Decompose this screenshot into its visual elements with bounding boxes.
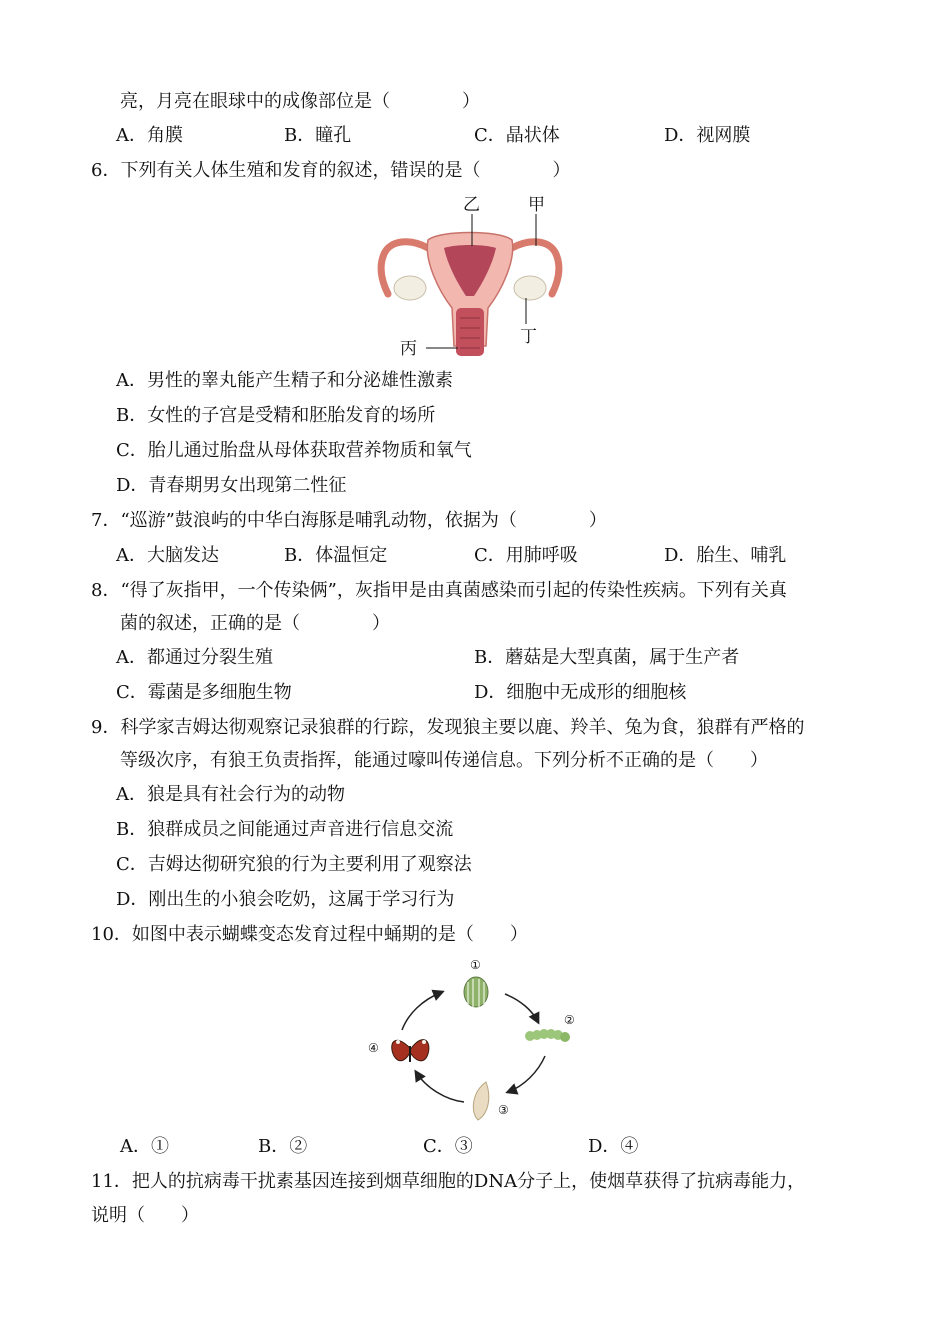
question-5-option-b[interactable]: B．瞳孔: [284, 125, 352, 146]
question-10-option-b[interactable]: B．②: [258, 1136, 308, 1157]
question-5-option-a[interactable]: A．角膜: [116, 125, 183, 146]
stage-label-1: ①: [470, 958, 481, 972]
question-8-option-b[interactable]: B．蘑菇是大型真菌，属于生产者: [474, 647, 740, 668]
question-11-stem: 11．把人的抗病毒干扰素基因连接到烟草细胞的DNA分子上，使烟草获得了抗病毒能力，: [91, 1171, 806, 1192]
question-8-stem-continued: 菌的叙述，正确的是（ ）: [120, 613, 390, 634]
question-9-option-b[interactable]: B．狼群成员之间能通过声音进行信息交流: [116, 819, 454, 840]
right-ovary: [514, 276, 546, 300]
figure-label-ding: 丁: [520, 327, 537, 347]
question-8-stem: 8．“得了灰指甲，一个传染俩”，灰指甲是由真菌感染而引起的传染性疾病。下列有关真: [91, 580, 787, 601]
question-6-stem: 6．下列有关人体生殖和发育的叙述，错误的是（ ）: [91, 160, 571, 181]
question-10-option-a[interactable]: A．①: [120, 1136, 169, 1157]
question-7-option-b[interactable]: B．体温恒定: [284, 545, 388, 566]
figure-label-bing: 丙: [400, 339, 417, 359]
figure-label-jia: 甲: [528, 195, 545, 215]
question-7-option-c[interactable]: C．用肺呼吸: [474, 545, 578, 566]
question-6-option-a[interactable]: A．男性的睾丸能产生精子和分泌雄性激素: [116, 370, 453, 391]
question-5-option-c[interactable]: C．晶状体: [474, 125, 560, 146]
question-10-option-c[interactable]: C．③: [423, 1136, 473, 1157]
question-9-option-a[interactable]: A．狼是具有社会行为的动物: [116, 784, 345, 805]
pupa-icon: [473, 1082, 488, 1120]
question-10-stem: 10．如图中表示蝴蝶变态发育过程中蛹期的是（ ）: [91, 924, 528, 945]
question-5-option-d[interactable]: D．视网膜: [664, 125, 751, 146]
question-5-continuation: 亮，月亮在眼球中的成像部位是（ ）: [120, 91, 480, 112]
stage-label-4: ④: [368, 1041, 379, 1055]
left-ovary: [394, 276, 426, 300]
caterpillar-icon: [525, 1029, 570, 1042]
question-7-option-a[interactable]: A．大脑发达: [116, 545, 219, 566]
question-9-option-d[interactable]: D．刚出生的小狼会吃奶，这属于学习行为: [116, 889, 455, 910]
butterfly-icon: [392, 1040, 429, 1062]
butterfly-life-cycle-figure: [360, 952, 590, 1127]
question-8-option-d[interactable]: D．细胞中无成形的细胞核: [474, 682, 687, 703]
question-9-stem: 9．科学家吉姆达彻观察记录狼群的行踪，发现狼主要以鹿、羚羊、兔为食，狼群有严格的: [91, 717, 805, 738]
question-8-option-a[interactable]: A．都通过分裂生殖: [116, 647, 273, 668]
stage-label-3: ③: [498, 1103, 509, 1117]
question-6-option-d[interactable]: D．青春期男女出现第二性征: [116, 475, 347, 496]
female-reproductive-system-figure: [370, 190, 570, 362]
question-7-option-d[interactable]: D．胎生、哺乳: [664, 545, 787, 566]
question-8-option-c[interactable]: C．霉菌是多细胞生物: [116, 682, 292, 703]
question-10-option-d[interactable]: D．④: [588, 1136, 639, 1157]
question-6-option-c[interactable]: C．胎儿通过胎盘从母体获取营养物质和氧气: [116, 440, 472, 461]
question-9-stem-continued: 等级次序，有狼王负责指挥，能通过嚎叫传递信息。下列分析不正确的是（ ）: [120, 750, 768, 771]
question-6-option-b[interactable]: B．女性的子宫是受精和胚胎发育的场所: [116, 405, 436, 426]
question-9-option-c[interactable]: C．吉姆达彻研究狼的行为主要利用了观察法: [116, 854, 472, 875]
figure-label-yi: 乙: [463, 195, 480, 215]
question-7-stem: 7．“巡游”鼓浪屿的中华白海豚是哺乳动物，依据为（ ）: [91, 510, 607, 531]
stage-label-2: ②: [564, 1013, 575, 1027]
question-11-stem-continued: 说明（ ）: [91, 1205, 199, 1226]
vagina: [456, 308, 484, 356]
